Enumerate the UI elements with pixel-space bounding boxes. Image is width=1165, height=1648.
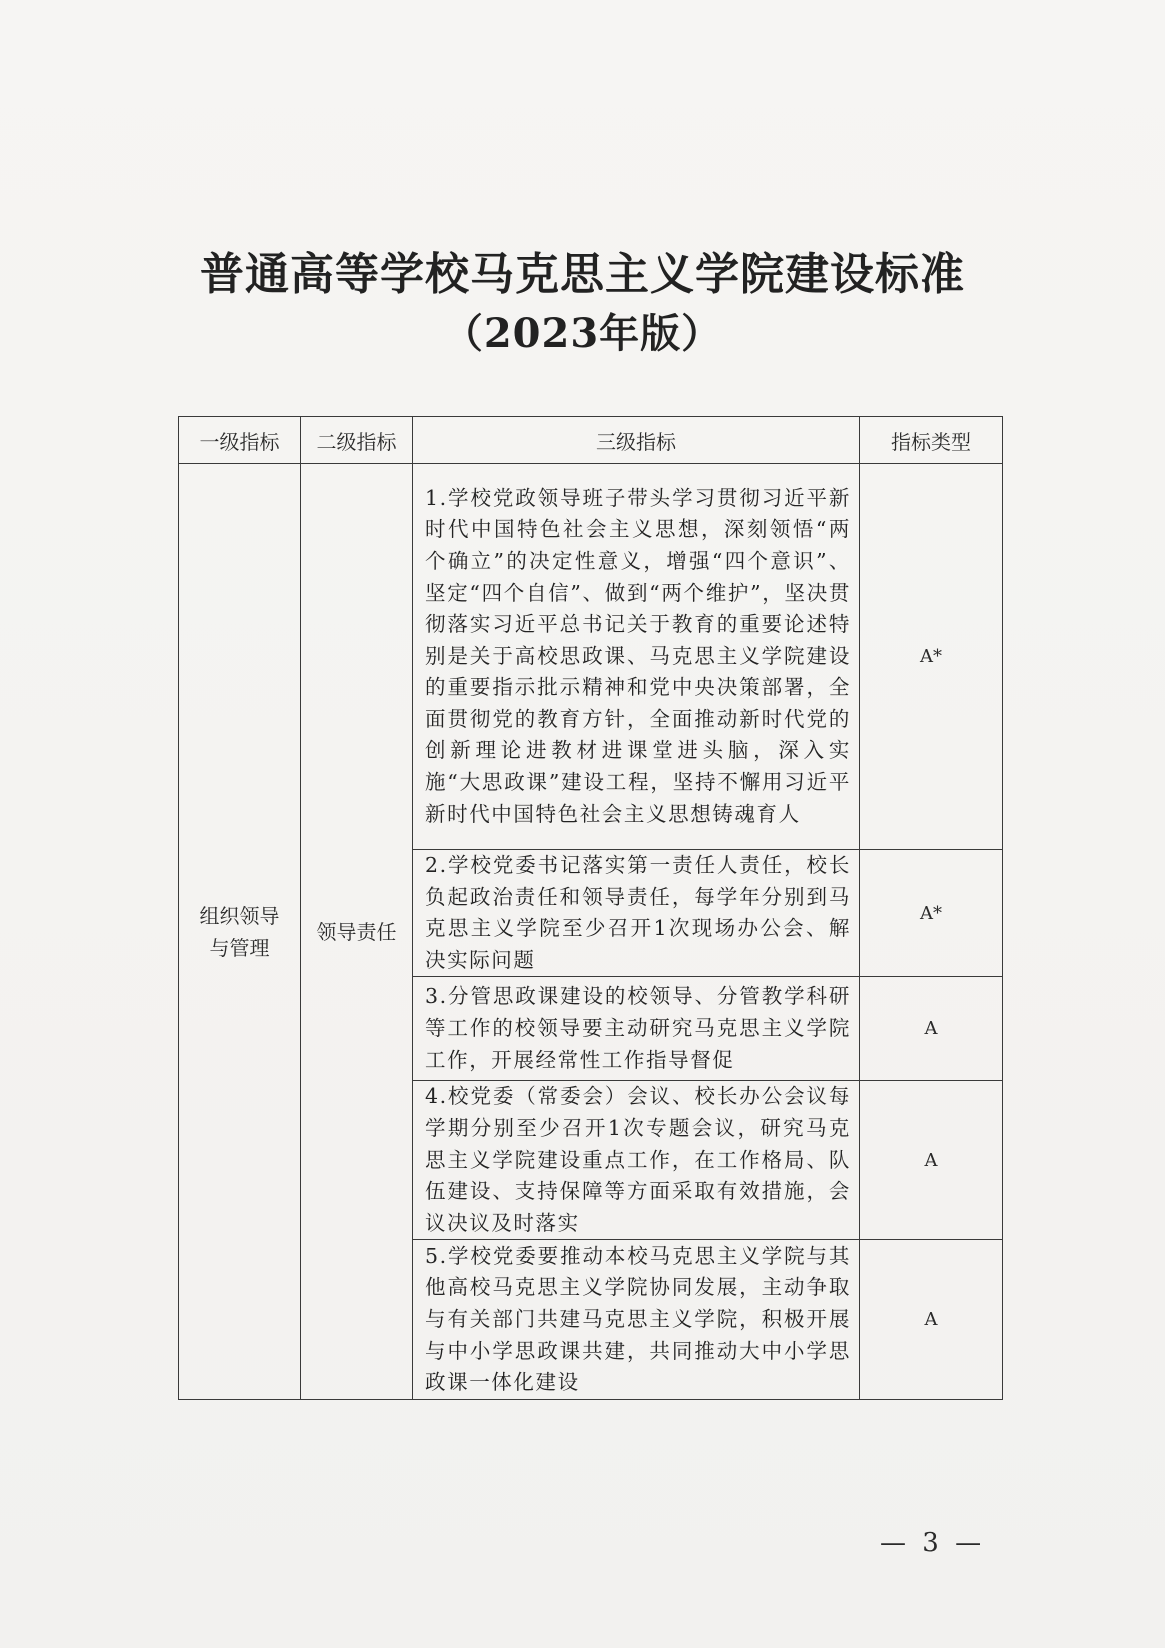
type-4: A bbox=[860, 1081, 1003, 1240]
indicator-1: 1.学校党政领导班子带头学习贯彻习近平新时代中国特色社会主义思想，深刻领悟“两个确立”的决定性意义，增强“四个意识”、坚定“四个自信”、做到“两个维护”，坚决贯彻落实习近平总书记关于教育的重要论述特别是关于高校思政课、马克思主义学院建设的重要指示批示精神和党中央决策部署，全面贯彻党的教育方针，全面推动新时代党的创新理论进教材进课堂进头脑，深入实施“大思政课”建设工程，坚持不懈用习近平新时代中国特色社会主义思想铸魂育人 bbox=[413, 464, 860, 850]
type-3: A bbox=[860, 977, 1003, 1081]
indicator-4: 4.校党委（常委会）会议、校长办公会议每学期分别至少召开1次专题会议，研究马克思主义学院建设重点工作，在工作格局、队伍建设、支持保障等方面采取有效措施，会议决议及时落实 bbox=[413, 1081, 860, 1240]
header-level1: 一级指标 bbox=[179, 417, 301, 464]
header-level2: 二级指标 bbox=[301, 417, 413, 464]
standards-table bbox=[178, 416, 1003, 1400]
level1-cell bbox=[179, 464, 301, 1400]
header-type: 指标类型 bbox=[860, 417, 1003, 464]
level1-value: 组织领导与管理 bbox=[199, 903, 280, 960]
indicator-2: 2.学校党委书记落实第一责任人责任，校长负起政治责任和领导责任，每学年分别到马克思主义学院至少召开1次现场办公会、解决实际问题 bbox=[413, 850, 860, 977]
table-header-row bbox=[179, 417, 1003, 464]
page-number: — 3 — bbox=[880, 1528, 986, 1558]
indicator-5: 5.学校党委要推动本校马克思主义学院与其他高校马克思主义学院协同发展，主动争取与有关部门共建马克思主义学院，积极开展与中小学思政课共建，共同推动大中小学思政课一体化建设 bbox=[413, 1240, 860, 1400]
indicator-3: 3.分管思政课建设的校领导、分管教学科研等工作的校领导要主动研究马克思主义学院工作，开展经常性工作指导督促 bbox=[413, 977, 860, 1081]
type-2: A* bbox=[860, 850, 1003, 977]
type-5: A bbox=[860, 1240, 1003, 1400]
document-subtitle: （2023年版） bbox=[442, 310, 723, 357]
type-1: A* bbox=[860, 464, 1003, 850]
document-title: 普通高等学校马克思主义学院建设标准 bbox=[200, 249, 965, 300]
table-row bbox=[179, 464, 1003, 850]
header-level3: 三级指标 bbox=[413, 417, 860, 464]
level2-cell: 领导责任 bbox=[301, 464, 413, 1400]
